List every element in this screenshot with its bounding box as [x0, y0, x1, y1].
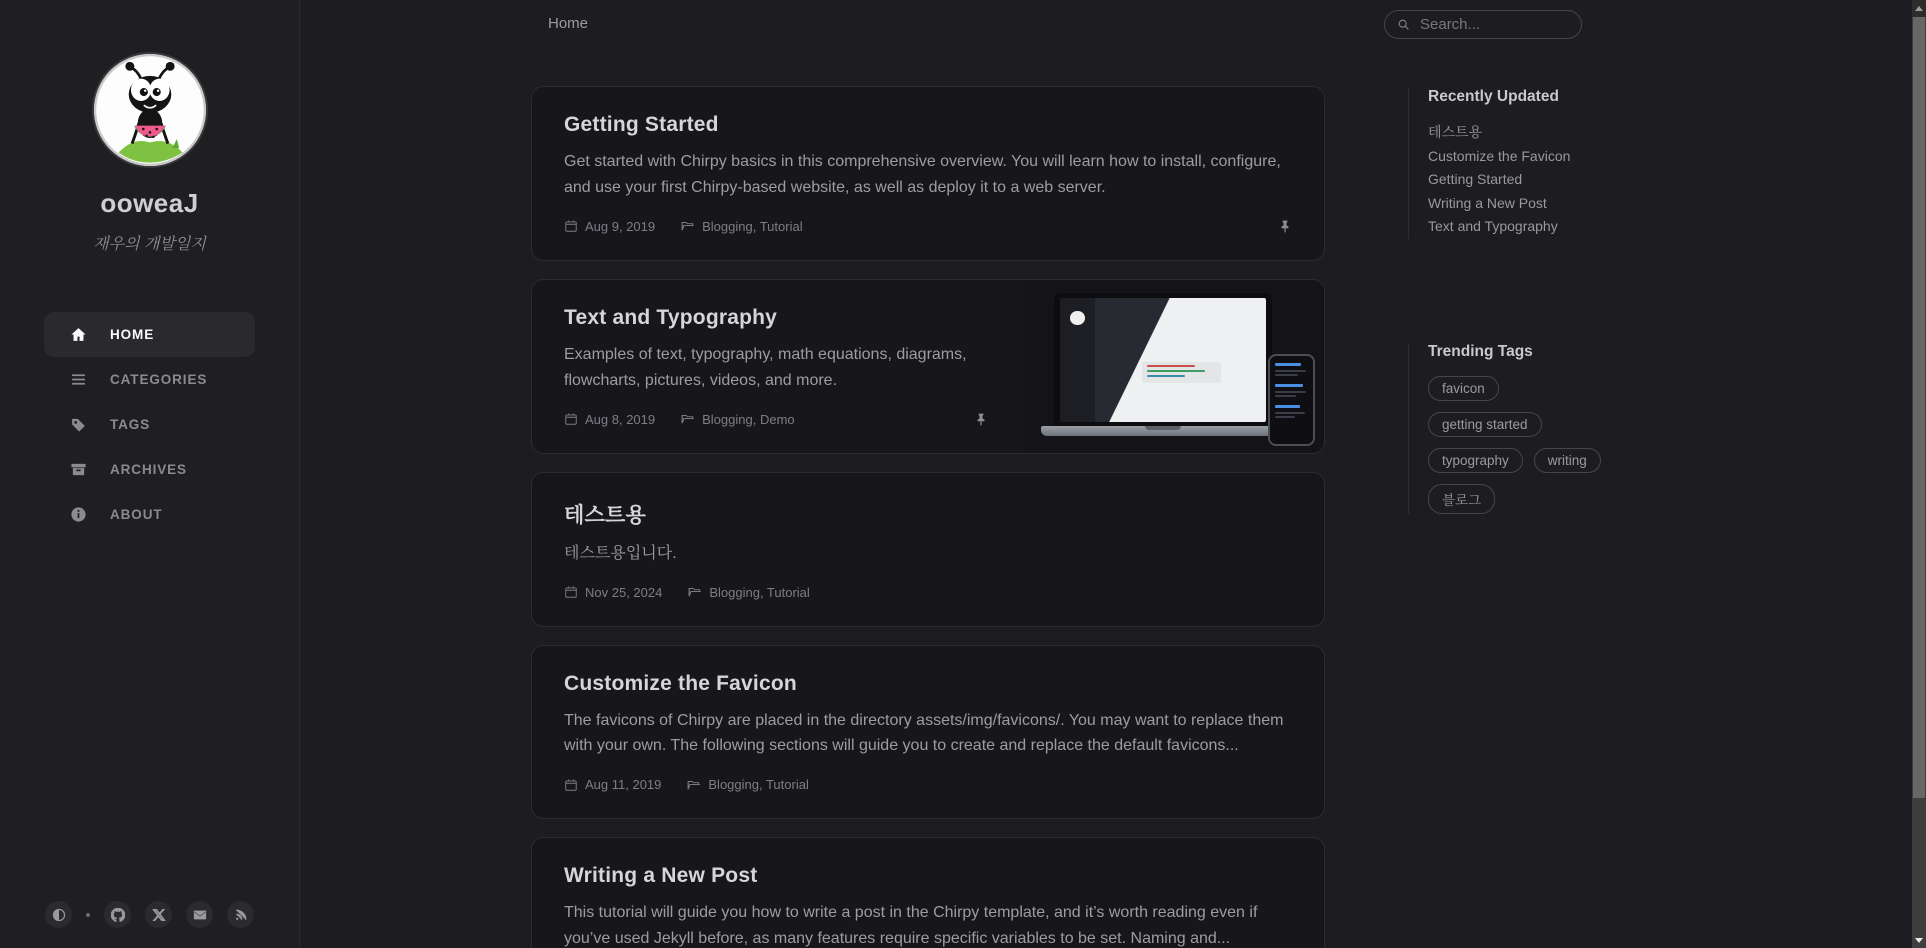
site-title[interactable]: ooweaJ: [100, 188, 199, 218]
post-title[interactable]: Customize the Favicon: [564, 671, 797, 695]
recent-link[interactable]: Customize the Favicon: [1428, 147, 1571, 164]
archive-icon: [70, 461, 87, 478]
separator-dot: [86, 913, 90, 917]
post-date: Aug 9, 2019: [585, 218, 656, 234]
post-card-text-and-typography[interactable]: [531, 279, 1325, 454]
ant-avatar-image: [94, 54, 206, 166]
sidebar-footer: [45, 901, 254, 928]
laptop-base: [1041, 426, 1285, 436]
post-excerpt: 테스트용입니다.: [564, 544, 677, 562]
post-categories[interactable]: Blogging, Tutorial: [708, 777, 809, 793]
post-categories[interactable]: Blogging, Tutorial: [702, 218, 803, 234]
rss-link[interactable]: [227, 901, 254, 928]
tag-pill[interactable]: typography: [1428, 448, 1523, 473]
github-icon: [111, 908, 125, 922]
calendar-icon: [564, 412, 578, 426]
post-date: Nov 25, 2024: [585, 584, 663, 600]
post-date: Aug 11, 2019: [585, 777, 662, 793]
post-title[interactable]: 테스트용: [564, 503, 646, 527]
post-meta: [564, 585, 1292, 600]
tags-icon: [70, 416, 87, 433]
post-card-getting-started[interactable]: [531, 86, 1325, 261]
tag-pill[interactable]: favicon: [1428, 376, 1499, 401]
recent-link[interactable]: Getting Started: [1428, 171, 1523, 187]
search-icon: [1397, 18, 1410, 31]
post-meta: [564, 412, 988, 427]
calendar-icon: [564, 219, 578, 233]
post-excerpt: This tutorial will guide you how to write a post in the Chirpy template, and it’s worth reading even if you’ve used Jekyll before, as many features require specific variables to be set. Naming and...: [564, 904, 1258, 948]
post-meta: [564, 219, 1292, 234]
scroll-down-button[interactable]: [1912, 932, 1926, 948]
x-twitter-link[interactable]: [145, 901, 172, 928]
post-card-body: [532, 280, 1024, 453]
post-card-test[interactable]: [531, 472, 1325, 627]
theme-toggle-button[interactable]: [45, 901, 72, 928]
post-excerpt: Get started with Chirpy basics in this comprehensive overview. You will learn how to install, configure, and use your first Chirpy-based website, as well as deploy it to a web server.: [564, 153, 1281, 196]
post-meta: [564, 777, 1292, 792]
post-excerpt: The favicons of Chirpy are placed in the directory assets/img/favicons/. You may want to replace them with your own. The following sections will guide you to create and replace the default favicons...: [564, 711, 1284, 755]
site-subtitle: 재우의 개발일지: [93, 236, 206, 253]
post-title[interactable]: Getting Started: [564, 113, 719, 136]
post-categories[interactable]: Blogging, Tutorial: [709, 584, 810, 600]
tag-pill[interactable]: getting started: [1428, 412, 1542, 437]
post-list: [531, 86, 1325, 948]
list-icon: [70, 371, 87, 388]
recent-link[interactable]: 테스트용: [1428, 124, 1483, 140]
sidebar-item-archives[interactable]: [44, 447, 255, 492]
calendar-icon: [564, 778, 578, 792]
sidebar-item-categories[interactable]: [44, 357, 255, 402]
scroll-up-button[interactable]: [1912, 0, 1926, 17]
trending-tags-section: [1408, 343, 1650, 514]
post-card-customize-favicon[interactable]: [531, 645, 1325, 820]
search-box[interactable]: [1384, 10, 1582, 39]
search-input[interactable]: [1418, 15, 1569, 34]
nav-label: ARCHIVES: [110, 462, 187, 477]
pin-icon: [974, 412, 988, 427]
home-icon: [70, 326, 87, 343]
github-link[interactable]: [104, 901, 131, 928]
post-title[interactable]: Writing a New Post: [564, 864, 758, 888]
laptop-mockup: [1054, 293, 1272, 426]
recently-updated-list: [1428, 121, 1650, 239]
phone-mockup: [1268, 354, 1315, 446]
recent-link[interactable]: Writing a New Post: [1428, 194, 1547, 211]
post-card-writing-new-post[interactable]: [531, 837, 1325, 948]
folder-icon: [681, 412, 695, 426]
sidebar: [0, 0, 300, 948]
contrast-icon: [52, 908, 66, 922]
rss-icon: [234, 908, 248, 922]
mail-icon: [193, 908, 207, 922]
sidebar-item-home[interactable]: [44, 312, 255, 357]
post-preview-image: [1024, 280, 1324, 453]
scrollbar[interactable]: [1912, 0, 1926, 948]
folder-icon: [681, 219, 695, 233]
avatar[interactable]: [92, 52, 208, 168]
folder-icon: [687, 778, 701, 792]
trending-tags-title: Trending Tags: [1428, 342, 1533, 360]
nav-label: CATEGORIES: [110, 372, 208, 387]
scrollbar-thumb[interactable]: [1913, 17, 1925, 798]
nav-label: TAGS: [110, 417, 151, 432]
tag-pill[interactable]: 블로그: [1428, 484, 1495, 514]
tag-pill[interactable]: writing: [1534, 448, 1601, 473]
post-title[interactable]: Text and Typography: [564, 305, 778, 329]
sidebar-item-tags[interactable]: [44, 402, 255, 447]
breadcrumb[interactable]: Home: [548, 15, 589, 32]
nav-label: ABOUT: [110, 507, 163, 522]
info-icon: [70, 506, 87, 523]
up-arrow-icon: [1915, 6, 1923, 11]
down-arrow-icon: [1915, 938, 1923, 943]
tag-cloud: [1428, 376, 1618, 514]
email-link[interactable]: [186, 901, 213, 928]
post-excerpt: Examples of text, typography, math equations, diagrams, flowcharts, pictures, videos, and more.: [564, 345, 967, 389]
calendar-icon: [564, 585, 578, 599]
recent-link[interactable]: Text and Typography: [1428, 218, 1558, 234]
nav-label: HOME: [110, 327, 155, 342]
post-date: Aug 8, 2019: [585, 411, 656, 427]
pin-icon: [1278, 219, 1292, 234]
recently-updated-title: Recently Updated: [1428, 88, 1559, 105]
sidebar-nav: [0, 312, 299, 537]
recently-updated-section: [1408, 88, 1650, 239]
folder-icon: [688, 585, 702, 599]
x-icon: [152, 908, 166, 922]
post-categories[interactable]: Blogging, Demo: [702, 411, 795, 427]
right-panel: [1408, 88, 1650, 514]
sidebar-item-about[interactable]: [44, 492, 255, 537]
